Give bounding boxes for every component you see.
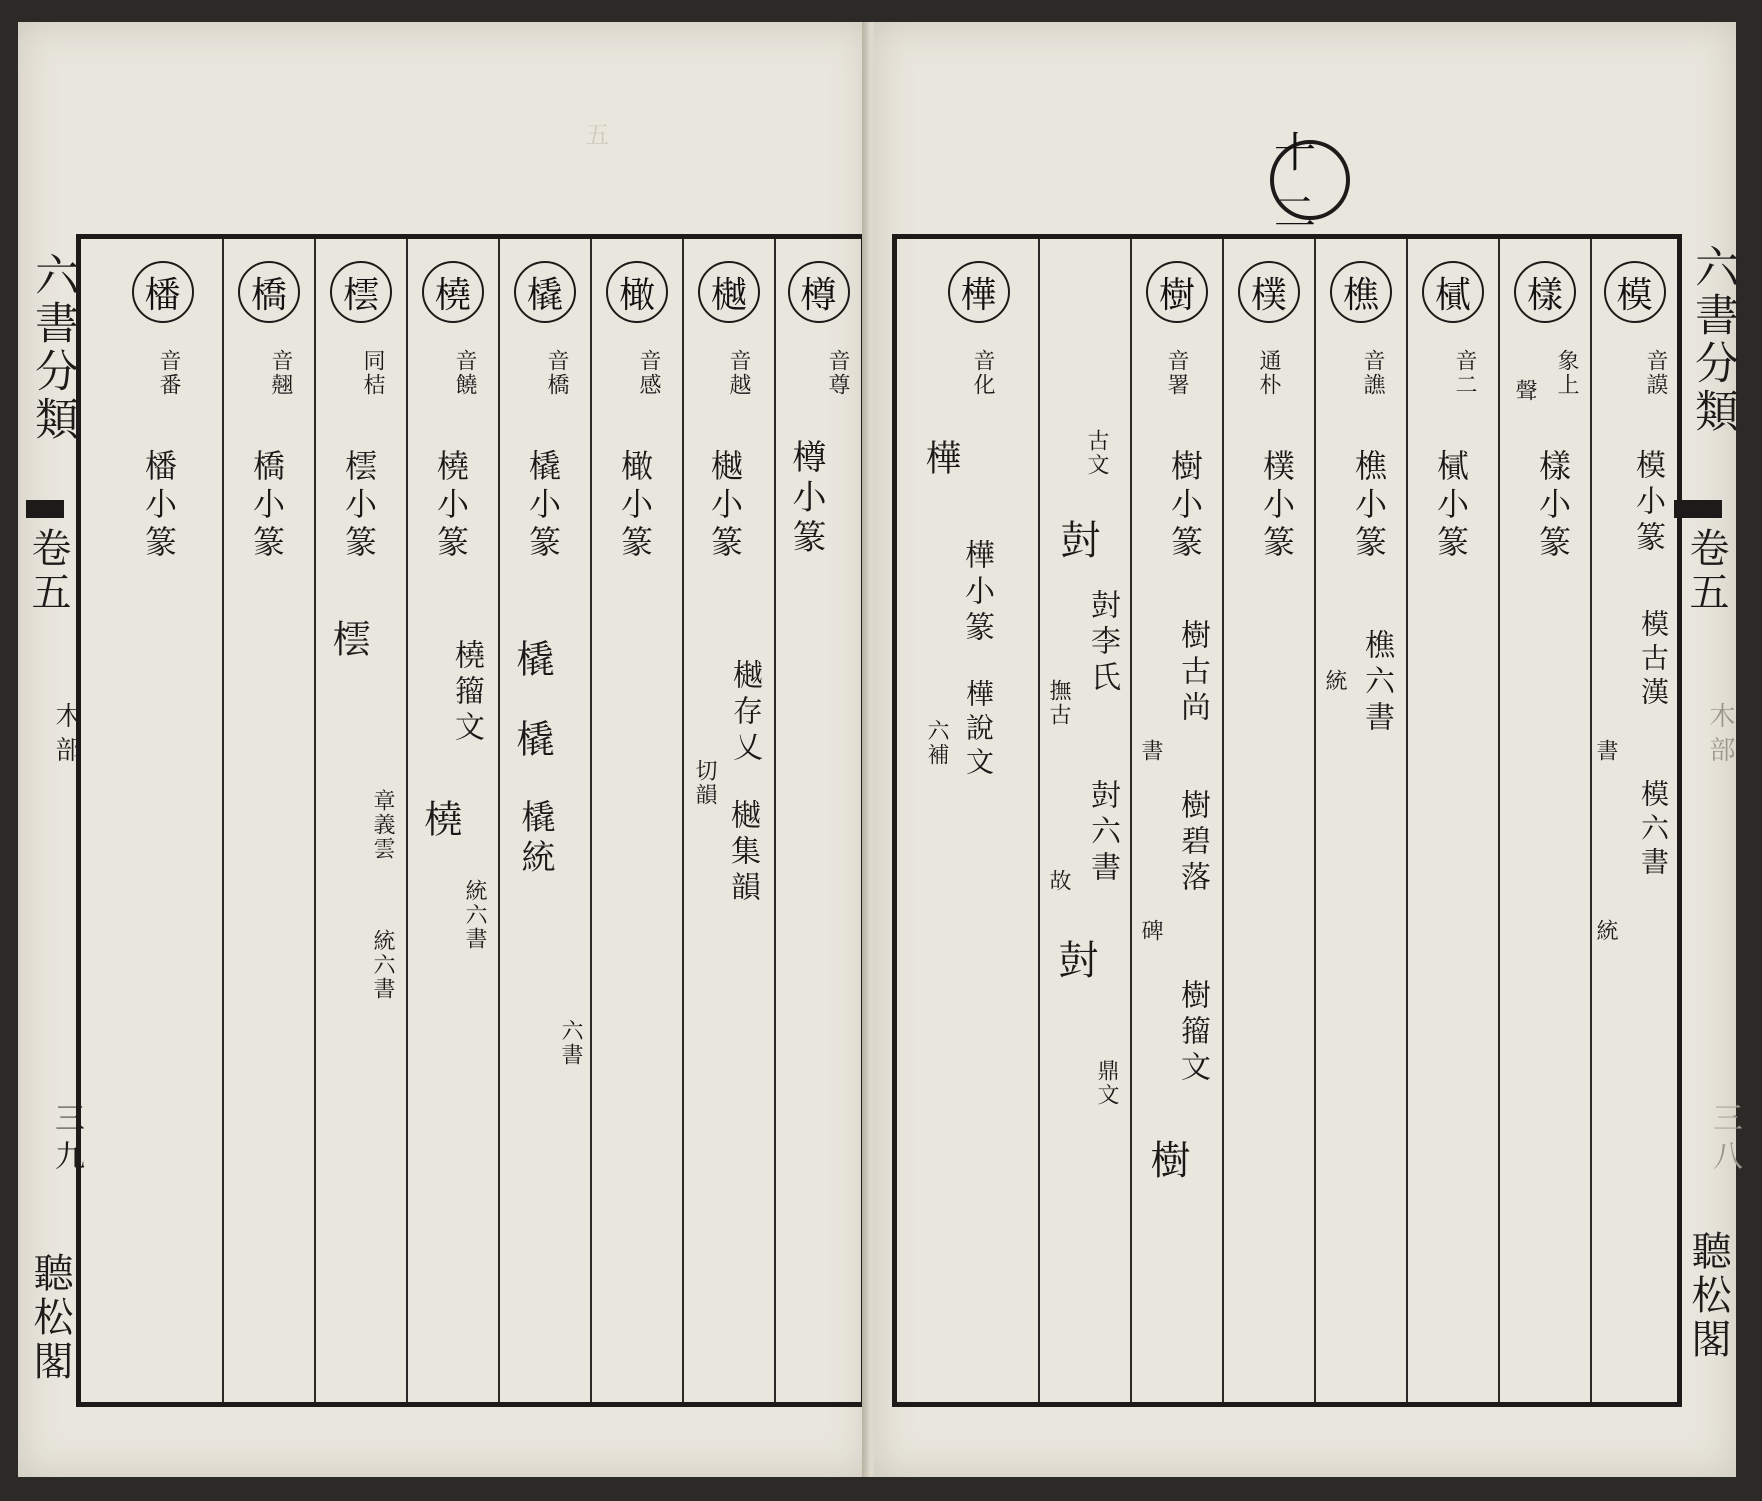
entry-column	[498, 239, 590, 1402]
entry-head: 樾	[698, 261, 760, 323]
entry-line: 樺	[920, 439, 961, 477]
entry-column	[897, 239, 1038, 1402]
entry-line: 樹古尚	[1175, 619, 1210, 727]
entry-line: 切韻	[692, 759, 717, 807]
left-text-frame	[76, 234, 866, 1407]
entry-line: 音謨	[1643, 349, 1668, 397]
entry-line: 模古漢	[1637, 609, 1670, 711]
entry-head: 樹	[1146, 261, 1208, 323]
entry-line: 統	[1593, 919, 1618, 943]
entry-line: 樽小篆	[786, 439, 826, 559]
entry-line: 同桔	[360, 349, 385, 397]
entry-column	[682, 239, 774, 1402]
entry-line: 古文	[1084, 429, 1109, 477]
entry-line: 橇統	[515, 799, 555, 879]
entry-line: 通朴	[1256, 349, 1281, 397]
left-margin-title: 六書分類	[27, 252, 78, 444]
entry-column	[406, 239, 498, 1402]
entry-line: 橒小篆	[340, 449, 378, 563]
entry-line: 樺說文	[962, 679, 995, 781]
entry-line: 橇	[510, 719, 554, 759]
right-margin-publisher: 聽松閣	[1685, 1230, 1731, 1362]
entry-line: 音番	[156, 349, 181, 397]
entry-line: 音翹	[268, 349, 293, 397]
entry-line: 鼎文	[1094, 1059, 1119, 1107]
right-margin-volume: 卷五	[1683, 527, 1729, 615]
left-margin-volume: 卷五	[25, 527, 71, 615]
entry-line: 橇小篆	[524, 449, 562, 563]
entry-head: 樲	[1422, 261, 1484, 323]
entry-line: 橇	[510, 639, 554, 679]
entry-line: 樹籀文	[1175, 979, 1210, 1087]
entry-line: 統	[1322, 669, 1347, 693]
entry-line: 音化	[970, 349, 995, 397]
entry-column	[1222, 239, 1314, 1402]
entry-head: 樽	[788, 261, 850, 323]
left-margin-publisher: 聽松閣	[27, 1252, 73, 1384]
entry-line: 音譙	[1360, 349, 1385, 397]
entry-head: 模	[1604, 261, 1666, 323]
entry-line: 六書	[558, 1019, 583, 1067]
entry-column	[314, 239, 406, 1402]
entry-head: 橇	[514, 261, 576, 323]
entry-column	[1038, 239, 1130, 1402]
entry-line: 橈小篆	[432, 449, 470, 563]
page-number-seal: 十二	[1270, 140, 1350, 220]
entry-line: 尌	[1054, 519, 1100, 561]
entry-column	[1590, 239, 1677, 1402]
fishtail-mark	[26, 500, 64, 518]
entry-line: 書	[1138, 739, 1163, 763]
left-page	[18, 22, 870, 1477]
entry-column	[1314, 239, 1406, 1402]
entry-head: 樵	[1330, 261, 1392, 323]
entry-line: 樸小篆	[1258, 449, 1296, 563]
right-margin-title: 六書分類	[1687, 244, 1738, 436]
entry-line: 聲	[1512, 379, 1537, 403]
entry-line: 尌六書	[1085, 779, 1120, 887]
entry-line: 樾存乂	[727, 659, 762, 767]
entry-column	[81, 239, 222, 1402]
entry-line: 統六書	[462, 879, 487, 951]
entry-head: 橎	[132, 261, 194, 323]
entry-line: 橒	[326, 619, 370, 659]
entry-head: 橒	[330, 261, 392, 323]
entry-line: 六補	[924, 719, 949, 767]
entry-head: 橄	[606, 261, 668, 323]
entry-line: 樹	[1144, 1139, 1190, 1181]
entry-head: 樣	[1514, 261, 1576, 323]
entry-line: 樺小篆	[959, 539, 994, 647]
entry-line: 橈籀文	[449, 639, 484, 747]
left-margin-section: 木部	[51, 702, 81, 770]
entry-column	[590, 239, 682, 1402]
entry-column	[1498, 239, 1590, 1402]
entry-line: 音感	[636, 349, 661, 397]
bleed-through-text: 五	[581, 122, 609, 156]
entry-line: 樾集韻	[725, 799, 760, 907]
entry-head: 樺	[948, 261, 1010, 323]
entry-line: 樹小篆	[1166, 449, 1204, 563]
entry-head: 橈	[422, 261, 484, 323]
entry-column	[774, 239, 861, 1402]
entry-line: 故	[1046, 869, 1071, 893]
entry-line: 統六書	[370, 929, 395, 1001]
entry-line: 樵六書	[1359, 629, 1394, 737]
right-text-frame	[892, 234, 1682, 1407]
entry-line: 橈	[418, 799, 462, 839]
entry-line: 樹碧落	[1175, 789, 1210, 897]
entry-line: 樾小篆	[706, 449, 744, 563]
entry-line: 尌李氏	[1085, 589, 1120, 697]
left-margin-folio: 三九	[49, 1102, 84, 1178]
entry-head: 橋	[238, 261, 300, 323]
entry-line: 樲小篆	[1432, 449, 1470, 563]
entry-line: 橎小篆	[140, 449, 178, 563]
entry-line: 模小篆	[1630, 449, 1665, 557]
entry-line: 書	[1593, 739, 1618, 763]
entry-line: 音二	[1452, 349, 1477, 397]
right-margin-section: 木部	[1705, 702, 1735, 770]
entry-line: 音署	[1164, 349, 1189, 397]
entry-line: 音橋	[544, 349, 569, 397]
entry-head: 樸	[1238, 261, 1300, 323]
entry-line: 撫古	[1046, 679, 1071, 727]
entry-line: 樵小篆	[1350, 449, 1388, 563]
entry-line: 碑	[1138, 919, 1163, 943]
entry-line: 橄小篆	[616, 449, 654, 563]
entry-column	[1130, 239, 1222, 1402]
entry-line: 音越	[726, 349, 751, 397]
entry-line: 尌	[1052, 939, 1098, 981]
entry-line: 模六書	[1637, 779, 1670, 881]
entry-line: 音尊	[825, 349, 850, 397]
entry-column	[222, 239, 314, 1402]
right-margin-folio: 三八	[1707, 1102, 1742, 1178]
entry-line: 樣小篆	[1534, 449, 1572, 563]
right-page	[874, 22, 1742, 1477]
entry-line: 象上	[1554, 349, 1579, 397]
entry-column	[1406, 239, 1498, 1402]
entry-line: 章義雲	[370, 789, 395, 861]
entry-line: 橋小篆	[248, 449, 286, 563]
entry-line: 音饒	[452, 349, 477, 397]
